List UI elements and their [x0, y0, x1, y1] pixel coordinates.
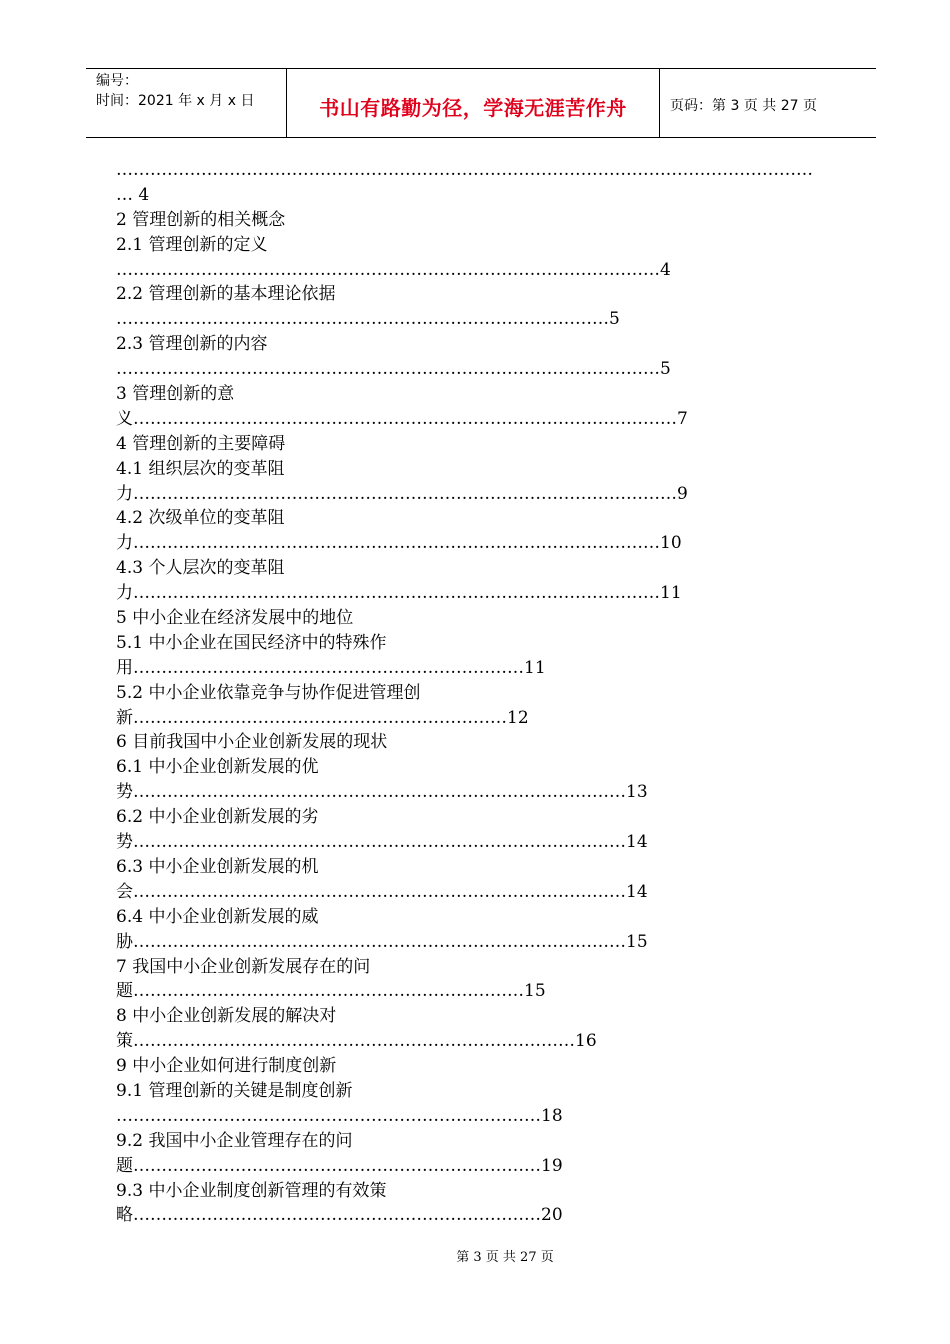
toc-line: 力…………………………………………………………………………………11 [116, 583, 682, 604]
toc-line: 9 中小企业如何进行制度创新 [116, 1056, 337, 1077]
toc-line: 6.4 中小企业创新发展的威 [116, 906, 319, 927]
toc-line: 9.1 管理创新的关键是制度创新 [116, 1080, 353, 1101]
toc-line: 略………………………………………………………………20 [116, 1205, 563, 1226]
toc-line: … 4 [116, 184, 150, 205]
toc-line: 力…………………………………………………………………………………10 [116, 533, 682, 554]
toc-line: 7 我国中小企业创新发展存在的问 [116, 956, 371, 977]
time-label: 时间：2021 年 x 月 x 日 [96, 93, 255, 109]
toc-line: 6.1 中小企业创新发展的优 [116, 757, 319, 778]
toc-line: ……………………………………………………………………………5 [116, 309, 620, 330]
toc-line: 势……………………………………………………………………………13 [116, 782, 648, 803]
toc-line: 5 中小企业在经济发展中的地位 [116, 608, 354, 629]
toc-line: 3 管理创新的意 [116, 384, 235, 405]
toc-line: 4 管理创新的主要障碍 [116, 433, 286, 454]
toc-line: 势……………………………………………………………………………14 [116, 832, 648, 853]
header-motto: 书山有路勤为径，学海无涯苦作舟 [319, 95, 627, 120]
toc-line: 义……………………………………………………………………………………7 [116, 408, 688, 429]
table-of-contents [116, 158, 846, 1228]
toc-line: 胁……………………………………………………………………………15 [116, 931, 648, 952]
toc-line: 题………………………………………………………………19 [116, 1155, 563, 1176]
page-footer: 第 3 页 共 27 页 [456, 1250, 554, 1265]
toc-line: 力……………………………………………………………………………………9 [116, 483, 688, 504]
header-meta [86, 69, 287, 137]
toc-line: 4.2 次级单位的变革阻 [116, 508, 285, 529]
toc-line: 2.2 管理创新的基本理论依据 [116, 284, 336, 305]
toc-line: ……………………………………………………………………………………5 [116, 359, 671, 380]
toc-line: 2.3 管理创新的内容 [116, 334, 268, 355]
toc-line: 4.3 个人层次的变革阻 [116, 558, 285, 579]
toc-line: 会……………………………………………………………………………14 [116, 881, 648, 902]
toc-line: …………………………………………………………………………………………………………… [116, 160, 813, 180]
toc-line: 9.2 我国中小企业管理存在的问 [116, 1130, 353, 1151]
page-header [86, 68, 876, 138]
toc-line: 2.1 管理创新的定义 [116, 234, 268, 255]
toc-line: 6 目前我国中小企业创新发展的现状 [116, 732, 388, 753]
toc-line: 8 中小企业创新发展的解决对 [116, 1006, 337, 1027]
toc-line: 2 管理创新的相关概念 [116, 209, 286, 230]
toc-line: 新…………………………………………………………12 [116, 707, 529, 728]
toc-line: 6.3 中小企业创新发展的机 [116, 856, 319, 877]
toc-line: 题……………………………………………………………15 [116, 981, 546, 1002]
code-label: 编号： [96, 73, 138, 89]
toc-line: 9.3 中小企业制度创新管理的有效策 [116, 1180, 387, 1201]
toc-line: 4.1 组织层次的变革阻 [116, 458, 285, 479]
toc-line: 6.2 中小企业创新发展的劣 [116, 807, 319, 828]
toc-line: 5.1 中小企业在国民经济中的特殊作 [116, 632, 387, 653]
toc-line: …………………………………………………………………18 [116, 1105, 563, 1126]
toc-line: 策……………………………………………………………………16 [116, 1031, 597, 1052]
toc-line: ……………………………………………………………………………………4 [116, 259, 671, 280]
toc-line: 5.2 中小企业依靠竞争与协作促进管理创 [116, 682, 421, 703]
toc-line: 用……………………………………………………………11 [116, 657, 546, 678]
header-motto-cell [287, 69, 660, 137]
header-page-info: 页码：第 3 页 共 27 页 [670, 98, 817, 114]
